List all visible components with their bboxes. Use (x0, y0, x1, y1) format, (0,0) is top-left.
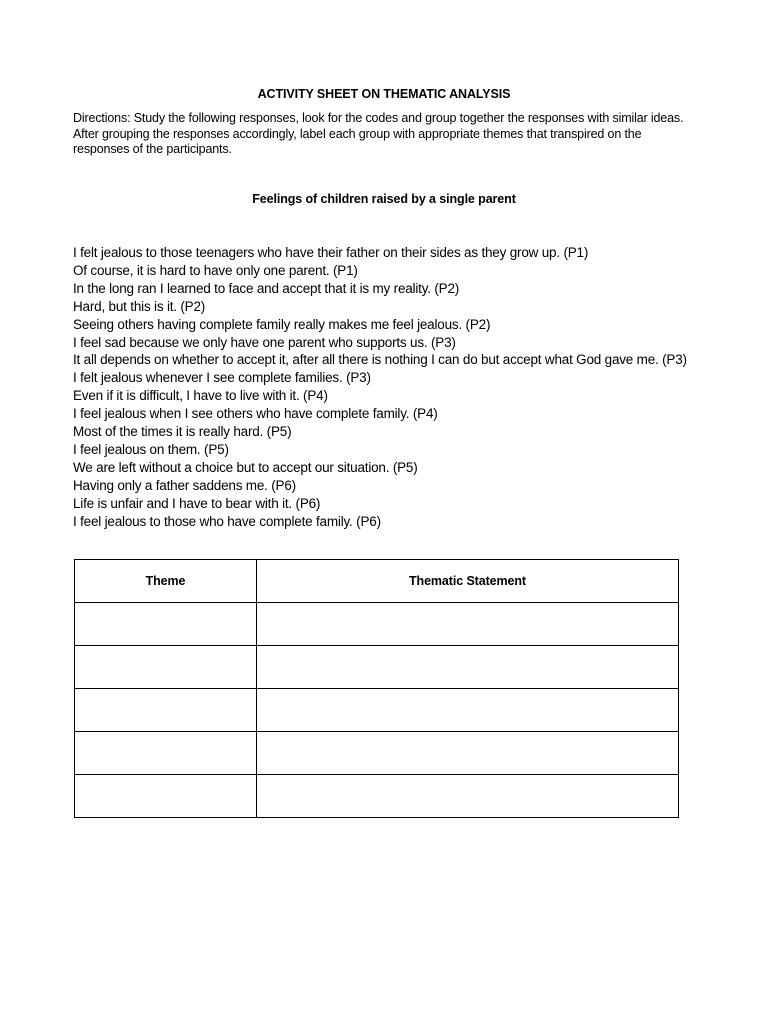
directions-text: Directions: Study the following responses, look for the codes and group together the responses with similar ideas. After grouping the responses accordingly, label each group with appropriate themes that transpired on the responses of the participants. (73, 111, 684, 156)
thematic-statement-cell[interactable] (257, 732, 679, 775)
theme-cell[interactable] (75, 775, 257, 818)
section-subtitle: Feelings of children raised by a single parent (252, 192, 516, 206)
response-item: I felt jealous to those teenagers who have their father on their sides as they grow up. (P1) (73, 245, 589, 260)
response-item: Of course, it is hard to have only one parent. (P1) (73, 262, 358, 278)
responses-list (73, 244, 713, 531)
theme-table (74, 559, 679, 818)
response-item: Life is unfair and I have to bear with it. (P6) (73, 495, 321, 511)
theme-cell[interactable] (75, 646, 257, 689)
response-item: Hard, but this is it. (P2) (73, 298, 206, 314)
theme-cell[interactable] (75, 732, 257, 775)
response-item: Even if it is difficult, I have to live with it. (P4) (73, 388, 328, 404)
response-item: I feel jealous to those who have complete family. (P6) (73, 513, 381, 529)
response-item: Most of the times it is really hard. (P5) (73, 424, 292, 440)
table-row (75, 646, 679, 689)
thematic-statement-cell[interactable] (257, 775, 679, 818)
table-row (75, 775, 679, 818)
response-item: It all depends on whether to accept it, after all there is nothing I can do but accept what God gave me. (P3) (73, 352, 687, 368)
thematic-statement-column-header: Thematic Statement (257, 560, 679, 603)
table-row (75, 732, 679, 775)
thematic-statement-cell[interactable] (257, 689, 679, 732)
response-item: We are left without a choice but to accept our situation. (P5) (73, 459, 418, 475)
table-row (75, 603, 679, 646)
table-header-row (75, 560, 679, 603)
thematic-statement-cell[interactable] (257, 603, 679, 646)
response-item: I felt jealous whenever I see complete families. (P3) (73, 370, 371, 386)
response-item: In the long ran I learned to face and accept that it is my reality. (P2) (73, 280, 460, 296)
response-item: Seeing others having complete family really makes me feel jealous. (P2) (73, 316, 491, 332)
response-item: I feel jealous when I see others who have complete family. (P4) (73, 406, 438, 422)
theme-cell[interactable] (75, 603, 257, 646)
document-title: ACTIVITY SHEET ON THEMATIC ANALYSIS (257, 87, 511, 101)
theme-column-header: Theme (75, 560, 257, 603)
response-item: I feel sad because we only have one parent who supports us. (P3) (73, 334, 456, 350)
theme-cell[interactable] (75, 689, 257, 732)
response-item: I feel jealous on them. (P5) (73, 441, 229, 457)
response-item: Having only a father saddens me. (P6) (73, 477, 296, 493)
thematic-statement-cell[interactable] (257, 646, 679, 689)
table-row (75, 689, 679, 732)
